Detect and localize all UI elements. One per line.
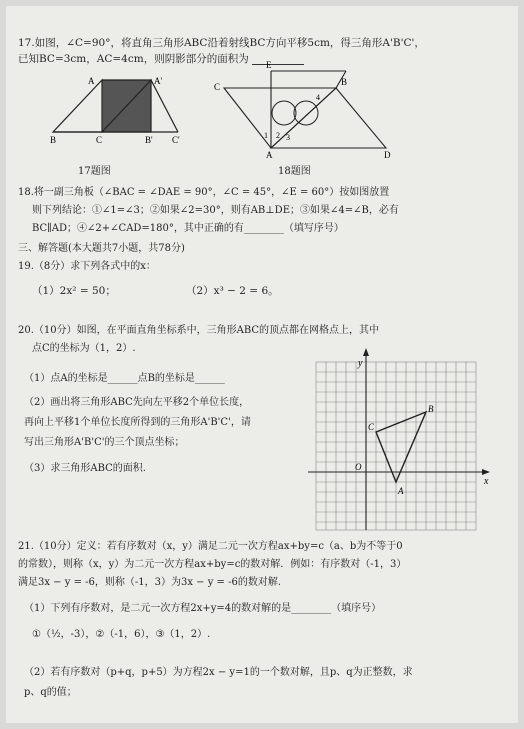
q17-label-C: C bbox=[96, 135, 103, 145]
grid-lines bbox=[316, 362, 476, 530]
point-B-label: B bbox=[428, 404, 434, 414]
q17-caption: 17题图 bbox=[78, 166, 111, 177]
y-axis-arrow bbox=[363, 348, 369, 356]
q17-label-B: B bbox=[50, 135, 57, 145]
q20-part2-c: 写出三角形A'B'C'的三个顶点坐标； bbox=[24, 437, 185, 448]
q18-angle-2: 2 bbox=[276, 131, 280, 140]
q17-label-B-prime: B' bbox=[145, 135, 153, 145]
q19-part2: （2）x³ − 2 = 6。 bbox=[186, 285, 279, 297]
q21-options: ①（½，-3），②（-1，6），③（1，2）. bbox=[32, 629, 211, 640]
q18-line2: 则下列结论：①∠1=∠3；②如果∠2=30°，则有AB⊥DE；③如果∠4=∠B，必有 bbox=[32, 205, 399, 216]
y-axis-label: y bbox=[358, 358, 363, 369]
q17-line1: 17.如图，∠C=90°，将直角三角形ABC沿着射线BC方向平移5cm，得三角形A'B'C'， bbox=[18, 37, 425, 49]
q17-line2: 已知BC=3cm，AC=4cm，则阴影部分的面积为 bbox=[18, 53, 249, 65]
q19-title: 19.（8分）求下列各式中的x： bbox=[18, 261, 156, 272]
q21-part1: （1）下列有序数对，是二元一次方程2x+y=4的数对解的是________（填序号） bbox=[24, 603, 382, 614]
q21-part2-b: p、q的值； bbox=[24, 687, 77, 698]
q18-angle-1: 1 bbox=[264, 131, 268, 140]
q20-line1: 20.（10分）如图，在平面直角坐标系中，三角形ABC的顶点都在网格点上，其中 bbox=[18, 325, 380, 336]
q21-line3: 满足3x − y = -6，则称（-1，3）为3x − y = -6的数对解. bbox=[18, 577, 282, 588]
q17-label-C-prime: C' bbox=[172, 135, 180, 145]
q21-line1: 21.（10分）定义：若有序数对（x，y）满足二元一次方程ax+by=c（a、b为不等于0 bbox=[18, 541, 403, 552]
q17-label-A-prime: A' bbox=[154, 76, 163, 86]
q18-label-E: E bbox=[266, 60, 272, 70]
q18-line3: BC∥AD；④∠2+∠CAD=180°，其中正确的有________（填写序号） bbox=[32, 223, 344, 234]
q21-part2-a: （2）若有序数对（p+q，p+5）为方程2x − y=1的一个数对解，且p、q为正整数，求 bbox=[24, 667, 413, 678]
q20-line2: 点C的坐标为（1，2）. bbox=[32, 343, 136, 354]
q18-angle-3: 3 bbox=[286, 133, 290, 142]
q17-answer-blank bbox=[252, 64, 304, 65]
q20-part1: （1）点A的坐标是______点B的坐标是______ bbox=[24, 373, 225, 384]
q18-label-C: C bbox=[214, 82, 221, 92]
q18-angle-4: 4 bbox=[316, 93, 320, 102]
q18-label-A: A bbox=[266, 150, 273, 160]
q18-caption: 18题图 bbox=[278, 166, 311, 177]
origin-label: O bbox=[355, 462, 362, 472]
q20-part2-b: 再向上平移1个单位长度所得到的三角形A'B'C'，请 bbox=[24, 417, 251, 428]
section-3-heading: 三、解答题(本大题共7小题，共78分) bbox=[18, 243, 185, 254]
point-C-label: C bbox=[368, 422, 375, 432]
q18-figure bbox=[206, 60, 396, 160]
q18-label-D: D bbox=[384, 150, 391, 160]
point-A-label: A bbox=[398, 486, 404, 496]
x-axis-arrow bbox=[482, 469, 490, 475]
q20-coordinate-grid bbox=[306, 344, 492, 536]
q20-part3: （3）求三角形ABC的面积. bbox=[24, 463, 146, 474]
x-axis-label: x bbox=[484, 476, 489, 487]
q18-label-B: B bbox=[341, 77, 348, 87]
q20-part2-a: （2）画出将三角形ABC先向左平移2个单位长度， bbox=[24, 397, 250, 408]
exam-page bbox=[6, 6, 518, 723]
q21-line2: 的常数），则称（x，y）为二元一次方程ax+by=c的数对解．例如：有序数对（-1，3） bbox=[18, 559, 407, 570]
q17-label-A: A bbox=[88, 76, 95, 86]
q17-figure bbox=[48, 72, 198, 144]
q18-line1: 18.将一副三角板（∠BAC = ∠DAE = 90°，∠C = 45°，∠E = 60°）按如图放置 bbox=[18, 187, 390, 198]
q19-part1: （1）2x² = 50； bbox=[32, 285, 116, 297]
